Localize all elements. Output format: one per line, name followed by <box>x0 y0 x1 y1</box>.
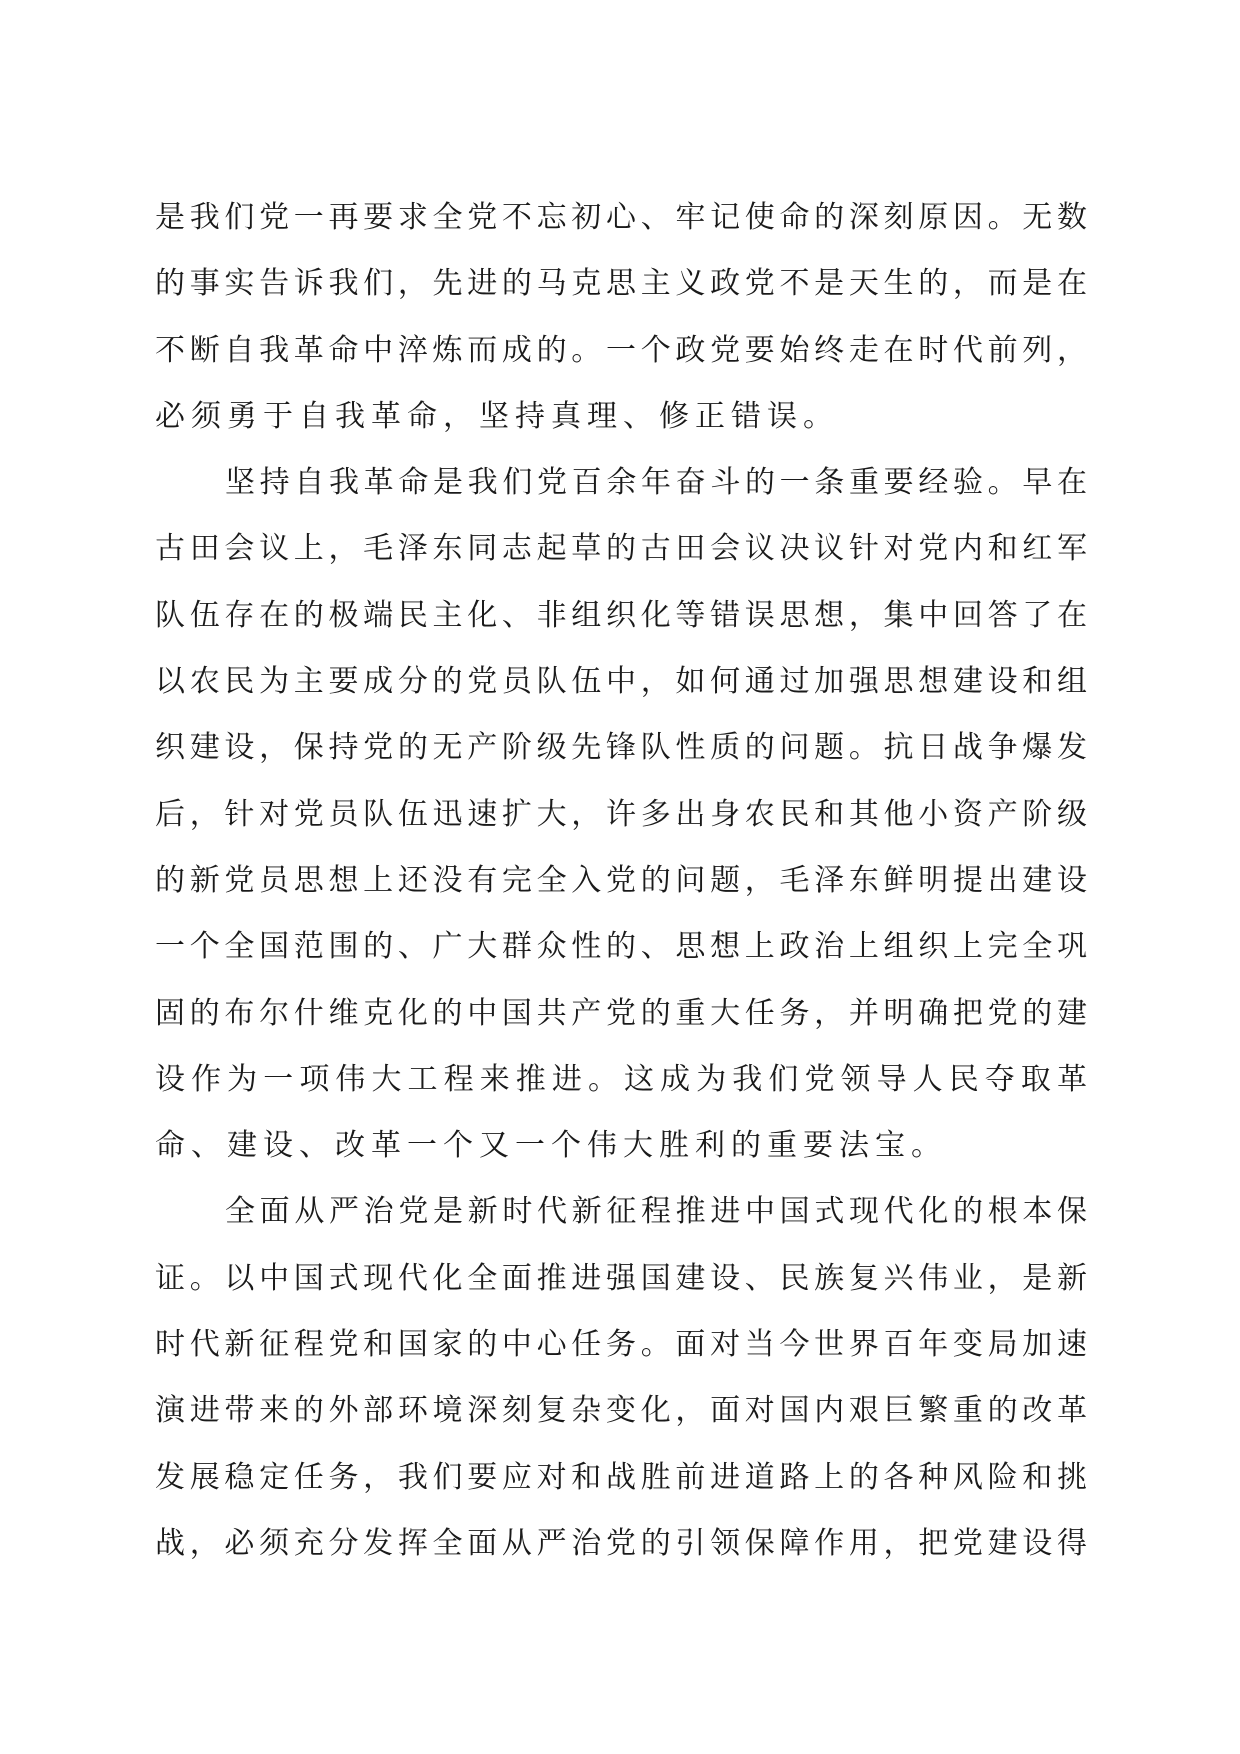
text-line: 一个全国范围的、广大群众性的、思想上政治上组织上完全巩 <box>155 929 1087 965</box>
text-line: 战，必须充分发挥全面从严治党的引领保障作用，把党建设得 <box>155 1525 1087 1561</box>
text-line: 固的布尔什维克化的中国共产党的重大任务，并明确把党的建 <box>155 995 1087 1031</box>
text-line: 是我们党一再要求全党不忘初心、牢记使命的深刻原因。无数 <box>155 200 1087 235</box>
text-line: 的事实告诉我们，先进的马克思主义政党不是天生的，而是在 <box>155 266 1087 302</box>
paragraph-2 <box>155 450 1087 1179</box>
text-line: 证。以中国式现代化全面推进强国建设、民族复兴伟业，是新 <box>155 1260 1087 1296</box>
text-line: 古田会议上，毛泽东同志起草的古田会议决议针对党内和红军 <box>155 531 1087 567</box>
text-line: 队伍存在的极端民主化、非组织化等错误思想，集中回答了在 <box>155 597 1087 633</box>
paragraph-3 <box>155 1179 1087 1577</box>
text-line: 全面从严治党是新时代新征程推进中国式现代化的根本保 <box>225 1194 1087 1230</box>
paragraph-1 <box>155 185 1087 450</box>
text-line: 发展稳定任务，我们要应对和战胜前进道路上的各种风险和挑 <box>155 1459 1087 1495</box>
text-line: 命、建设、改革一个又一个伟大胜利的重要法宝。 <box>155 1128 947 1164</box>
text-line: 必须勇于自我革命，坚持真理、修正错误。 <box>155 398 839 434</box>
text-line: 时代新征程党和国家的中心任务。面对当今世界百年变局加速 <box>155 1327 1087 1363</box>
text-line: 后，针对党员队伍迅速扩大，许多出身农民和其他小资产阶级 <box>155 796 1087 832</box>
text-line: 以农民为主要成分的党员队伍中，如何通过加强思想建设和组 <box>155 664 1087 700</box>
text-line: 设作为一项伟大工程来推进。这成为我们党领导人民夺取革 <box>155 1061 1087 1097</box>
text-line: 演进带来的外部环境深刻复杂变化，面对国内艰巨繁重的改革 <box>155 1393 1087 1429</box>
text-line: 织建设，保持党的无产阶级先锋队性质的问题。抗日战争爆发 <box>155 730 1087 766</box>
text-line: 不断自我革命中淬炼而成的。一个政党要始终走在时代前列， <box>155 332 1087 368</box>
body-text <box>155 185 1087 1577</box>
text-line: 坚持自我革命是我们党百余年奋斗的一条重要经验。早在 <box>225 465 1087 501</box>
text-line: 的新党员思想上还没有完全入党的问题，毛泽东鲜明提出建设 <box>155 862 1087 898</box>
